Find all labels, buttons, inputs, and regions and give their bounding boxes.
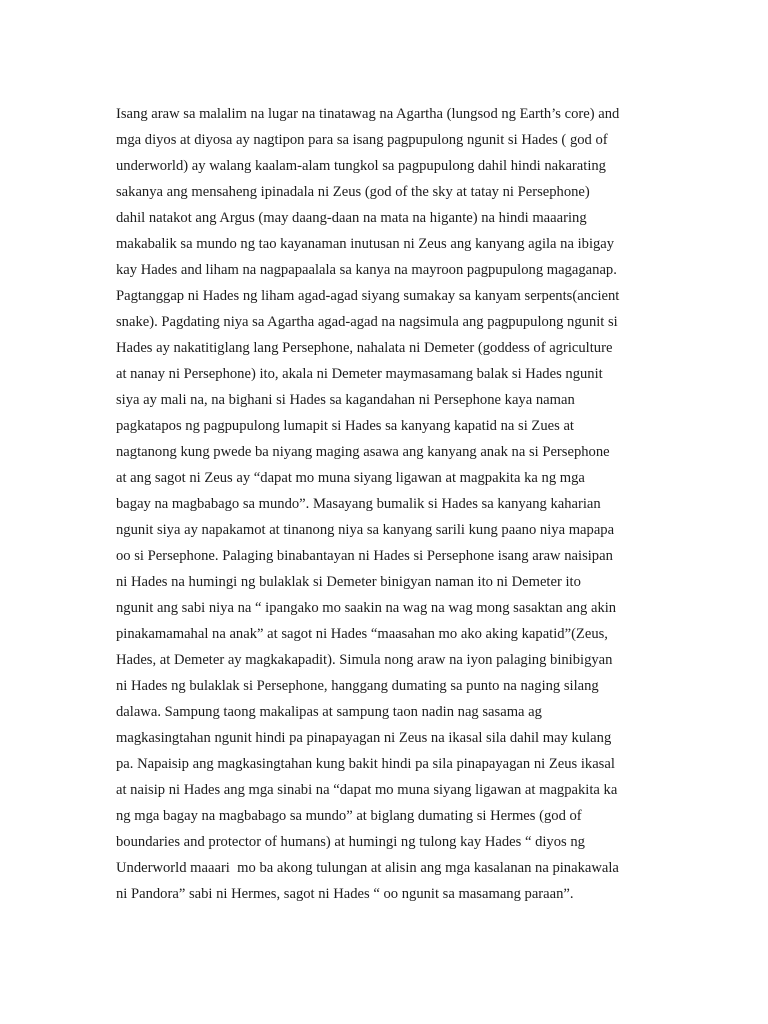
text-line: at ang sagot ni Zeus ay “dapat mo muna siyang ligawan at magpakita ka ng mga [116,470,585,486]
text-line: pagkatapos ng pagpupulong lumapit si Hades sa kanyang kapatid na si Zues at [116,418,574,434]
text-line: magkasingtahan ngunit hindi pa pinapayagan ni Zeus na ikasal sila dahil may kulang [116,730,612,746]
text-line: Isang araw sa malalim na lugar na tinatawag na Agartha (lungsod ng Earth’s core) and [116,106,620,122]
text-line: siya ay mali na, na bighani si Hades sa kagandahan ni Persephone kaya naman [116,392,575,408]
text-line: Hades, at Demeter ay magkakapadit). Simula nong araw na iyon palaging binibigyan [116,652,613,668]
text-line: ni Hades ng bulaklak si Persephone, hanggang dumating sa punto na naging silang [116,678,599,694]
text-line: dalawa. Sampung taong makalipas at sampung taon nadin nag sasama ag [116,704,542,720]
text-line: nagtanong kung pwede ba niyang maging asawa ang kanyang anak na si Persephone [116,444,610,460]
text-line: ni Hades na humingi ng bulaklak si Demeter binigyan naman ito ni Demeter ito [116,574,581,590]
text-line: ni Pandora” sabi ni Hermes, sagot ni Hades “ oo ngunit sa masamang paraan”. [116,886,574,902]
text-line: ngunit siya ay napakamot at tinanong niya sa kanyang sarili kung paano niya mapapa [116,522,615,538]
text-line: pinakamamahal na anak” at sagot ni Hades “maasahan mo ako aking kapatid”(Zeus, [116,626,608,642]
text-line: dahil natakot ang Argus (may daang-daan na mata na higante) na hindi maaaring [116,210,587,226]
text-line: underworld) ay walang kaalam-alam tungkol sa pagpupulong dahil hindi nakarating [116,158,606,174]
text-line: ngunit ang sabi niya na “ ipangako mo saakin na wag na wag mong sasaktan ang akin [116,600,617,616]
text-line: at nanay ni Persephone) ito, akala ni Demeter maymasamang balak si Hades ngunit [116,366,603,382]
text-line: bagay na magbabago sa mundo”. Masayang bumalik si Hades sa kanyang kaharian [116,496,601,512]
text-line: ng mga bagay na magbabago sa mundo” at biglang dumating si Hermes (god of [116,808,582,824]
text-line: Underworld maaari mo ba akong tulungan at alisin ang mga kasalanan na pinakawala [116,860,619,876]
text-line: boundaries and protector of humans) at humingi ng tulong kay Hades “ diyos ng [116,834,585,850]
text-line: pa. Napaisip ang magkasingtahan kung bakit hindi pa sila pinapayagan ni Zeus ikasal [116,756,615,772]
text-line: makabalik sa mundo ng tao kayanaman inutusan ni Zeus ang kanyang agila na ibigay [116,236,615,252]
text-line: sakanya ang mensaheng ipinadala ni Zeus (god of the sky at tatay ni Persephone) [116,184,590,200]
text-line: oo si Persephone. Palaging binabantayan ni Hades si Persephone isang araw naisipan [116,548,613,564]
text-line: mga diyos at diyosa ay nagtipon para sa isang pagpupulong ngunit si Hades ( god of [116,132,608,148]
text-line: snake). Pagdating niya sa Agartha agad-agad na nagsimula ang pagpupulong ngunit si [116,314,618,330]
text-line: Pagtanggap ni Hades ng liham agad-agad siyang sumakay sa kanyam serpents(ancient [116,288,620,304]
text-line: Hades ay nakatitiglang lang Persephone, nahalata ni Demeter (goddess of agriculture [116,340,613,356]
story-paragraph [116,101,661,907]
text-line: at naisip ni Hades ang mga sinabi na “dapat mo muna siyang ligawan at magpakita ka [116,782,618,798]
text-line: kay Hades and liham na nagpapaalala sa kanya na mayroon pagpupulong magaganap. [116,262,617,278]
